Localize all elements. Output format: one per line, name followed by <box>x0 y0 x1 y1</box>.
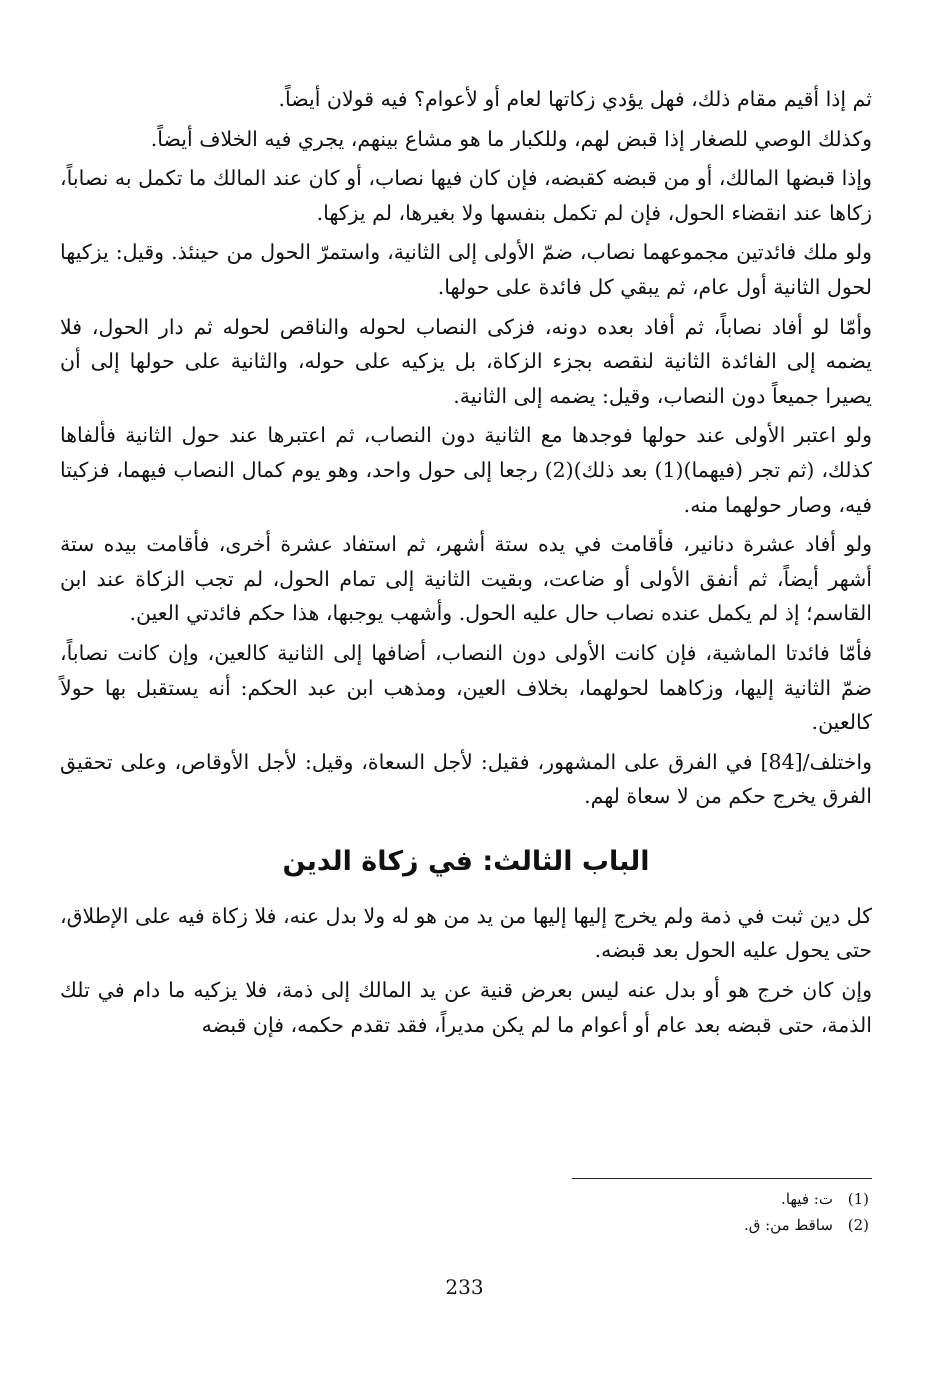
footnote-divider <box>572 1178 872 1179</box>
paragraph-11: وإن كان خرج هو أو بدل عنه ليس بعرض قنية عن يد المالك إلى ذمة، فلا يزكيه ما دام في تلك الذمة، حتى قبضه بعد عام أو أعوام ما لم يكن مديراً، فقد تقدم حكمه، فإن قبضه <box>60 978 872 1037</box>
footnote-1 <box>60 1186 869 1212</box>
footnote-2 <box>60 1212 869 1238</box>
footnote-text: ت: فيها. <box>781 1190 833 1208</box>
footnote-number: (1) <box>847 1190 869 1208</box>
paragraph-7: ولو أفاد عشرة دنانير، فأقامت في يده ستة أشهر، ثم استفاد عشرة أخرى، فأقامت بيده ستة أشهر أيضاً، ثم أنفق الأولى أو ضاعت، وبقيت الثانية إلى تمام الحول، لم تجب الزكاة عند ابن القاسم؛ إذ لم يكمل عنده نصاب حال عليه الحول. وأشهب يوجبها، هذا حكم فائدتي العين. <box>60 532 872 626</box>
paragraph-9: واختلف/[84] في الفرق على المشهور، فقيل: لأجل السعاة، وقيل: لأجل الأوقاص، وعلى تحقيق الفرق يخرج حكم من لا سعاة لهم. <box>60 749 872 809</box>
paragraph-2: وكذلك الوصي للصغار إذا قبض لهم، وللكبار ما هو مشاع بينهم، يجري فيه الخلاف أيضاً. <box>150 126 872 151</box>
paragraph-6: ولو اعتبر الأولى عند حولها فوجدها مع الثانية دون النصاب، ثم اعتبرها عند حول الثانية فألفاها كذلك، (ثم تجر (فيهما)(1) بعد ذلك)(2) رجعا إلى حول واحد، وهو يوم كمال النصاب فيهما، فزكيتا فيه، وصار حولهما منه. <box>60 423 872 517</box>
paragraph-3: وإذا قبضها المالك، أو من قبضه كقبضه، فإن كان فيها نصاب، أو كان عند المالك ما تكمل به نصاباً، زكاها عند انقضاء الحول، فإن لم تكمل بنفسها ولا بغيرها، لم يزكها. <box>60 166 872 225</box>
footnotes <box>60 1186 869 1238</box>
paragraph-5: وأمّا لو أفاد نصاباً، ثم أفاد بعده دونه، فزكى النصاب لحوله والناقص لحوله ثم دار الحول، فلا يضمه إلى الفائدة الثانية لنقصه بجزء الزكاة، بل يزكيه على حوله، والثانية على حولها إلى أن يصيرا جميعاً دون النصاب، وقيل: يضمه إلى الثانية. <box>60 314 872 408</box>
paragraph-10: كل دين ثبت في ذمة ولم يخرج إليها إليها من يد من هو له ولا بدل عنه، فلا زكاة فيه على الإطلاق، حتى يحول عليه الحول بعد قبضه. <box>60 903 872 963</box>
paragraph-4: ولو ملك فائدتين مجموعهما نصاب، ضمّ الأولى إلى الثانية، واستمرّ الحول من حينئذ. وقيل: يزكيها لحول الثانية أول عام، ثم يبقي كل فائدة على حولها. <box>60 240 872 299</box>
paragraph-8: فأمّا فائدتا الماشية، فإن كانت الأولى دون النصاب، أضافها إلى الثانية كالعين، وإن كانت نصاباً، ضمّ الثانية إليها، وزكاهما لحولهما، بخلاف العين، ومذهب ابن عبد الحكم: أنه يستقبل بها حولاً كالعين. <box>60 640 872 735</box>
footnote-text: ساقط من: ق. <box>743 1216 833 1234</box>
paragraph-1: ثم إذا أقيم مقام ذلك، فهل يؤدي زكاتها لعام أو لأعوام؟ فيه قولان أيضاً. <box>278 87 872 111</box>
footnote-number: (2) <box>847 1216 869 1234</box>
chapter-heading: الباب الثالث: في زكاة الدين <box>282 845 650 877</box>
page-number: 233 <box>445 1275 484 1299</box>
